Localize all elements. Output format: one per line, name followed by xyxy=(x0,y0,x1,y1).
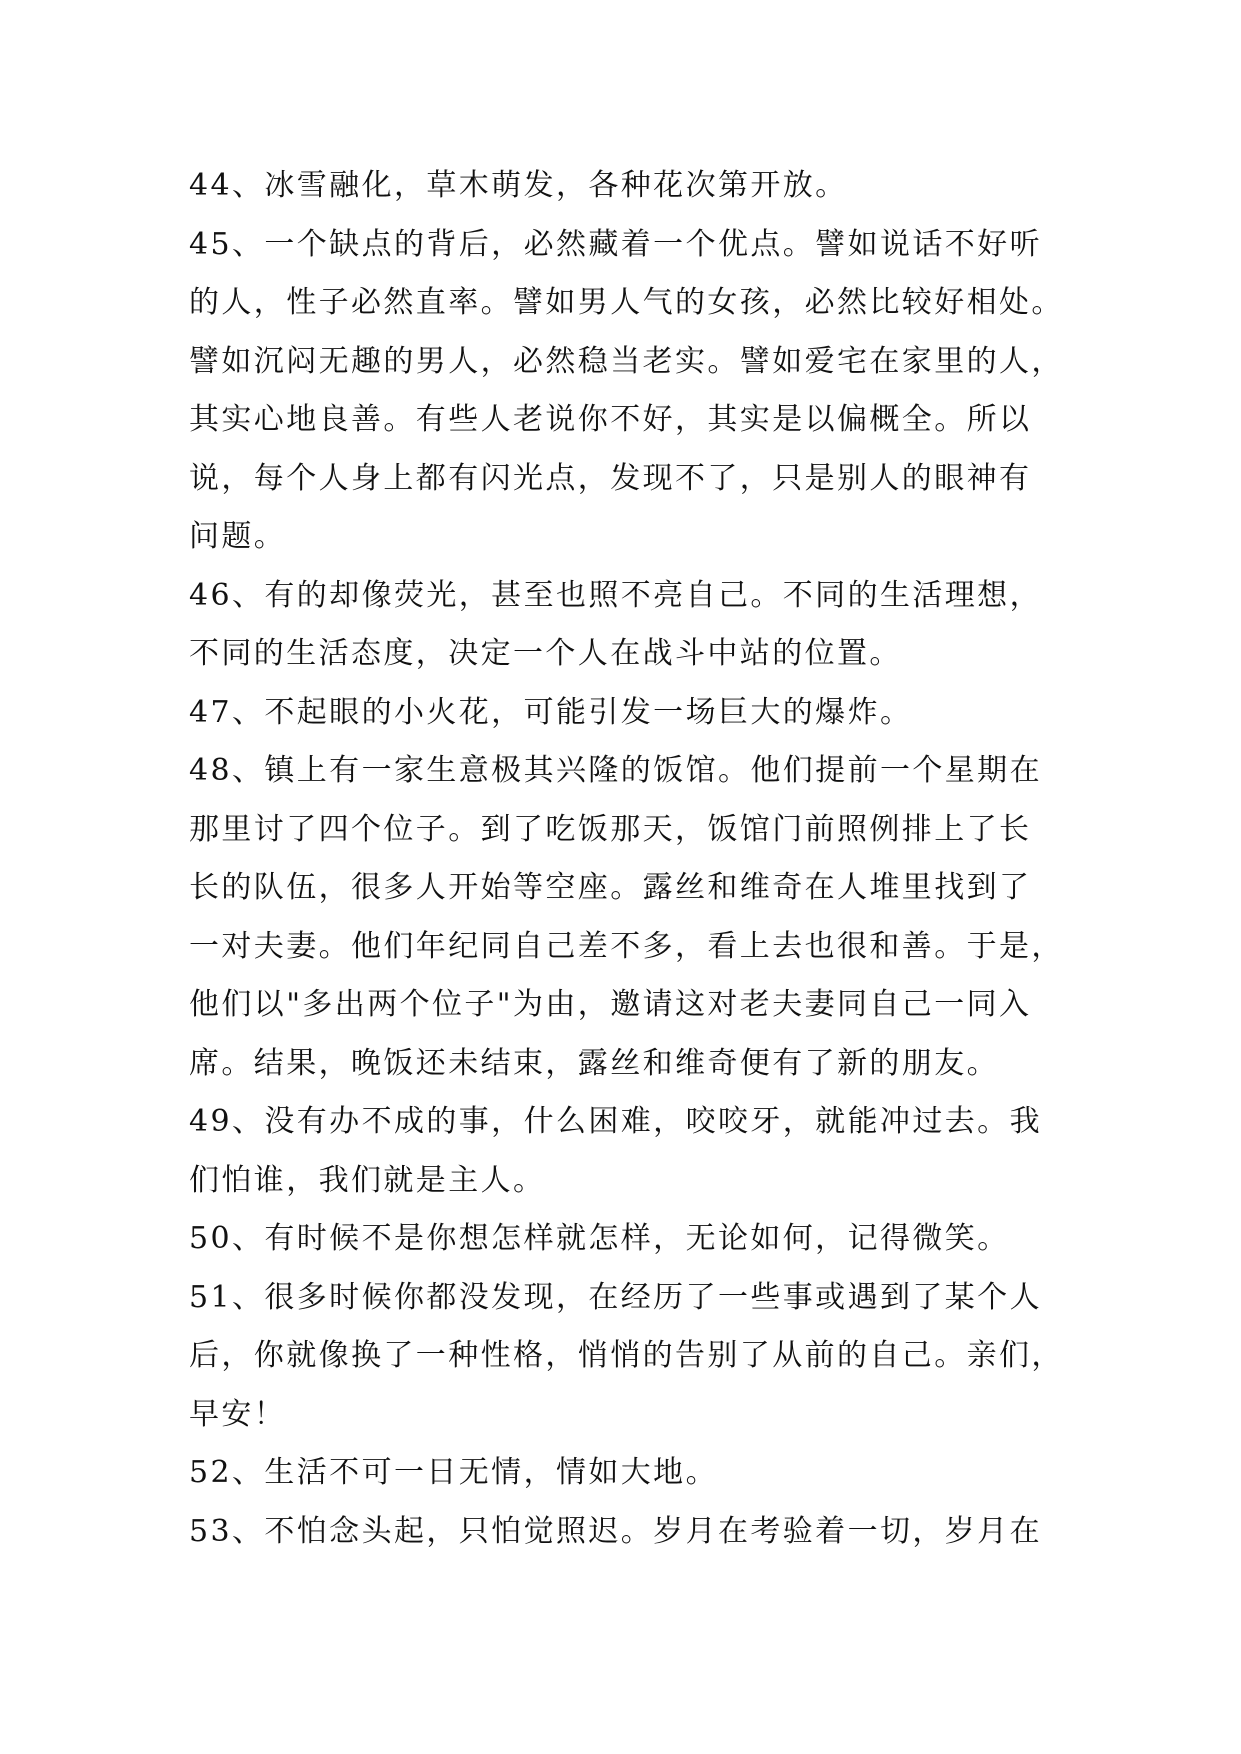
text-line: 48、镇上有一家生意极其兴隆的饭馆。他们提前一个星期在 xyxy=(189,753,1042,788)
text-line: 44、冰雪融化，草木萌发，各种花次第开放。 xyxy=(189,168,848,203)
text-line: 们怕谁，我们就是主人。 xyxy=(189,1162,546,1198)
text-line: 53、不怕念头起，只怕觉照迟。岁月在考验着一切，岁月在 xyxy=(189,1513,1042,1549)
text-line: 譬如沉闷无趣的男人，必然稳当老实。譬如爱宅在家里的人， xyxy=(189,343,1064,379)
text-line: 他们以"多出两个位子"为由，邀请这对老夫妻同自己一同入 xyxy=(189,987,1032,1022)
text-line: 46、有的却像荧光，甚至也照不亮自己。不同的生活理想， xyxy=(189,577,1042,613)
text-line: 50、有时候不是你想怎样就怎样，无论如何，记得微笑。 xyxy=(189,1221,1010,1256)
document-body xyxy=(189,157,1069,1561)
text-line: 51、很多时候你都没发现，在经历了一些事或遇到了某个人 xyxy=(189,1279,1042,1315)
text-line: 52、生活不可一日无情，情如大地。 xyxy=(189,1455,718,1490)
text-line: 不同的生活态度，决定一个人在战斗中站的位置。 xyxy=(189,636,902,671)
text-line: 后，你就像换了一种性格，悄悄的告别了从前的自己。亲们， xyxy=(189,1338,1064,1373)
text-line: 49、没有办不成的事，什么困难，咬咬牙，就能冲过去。我 xyxy=(189,1104,1042,1139)
text-line: 早安！ xyxy=(189,1396,287,1432)
text-line: 的人，性子必然直率。譬如男人气的女孩，必然比较好相处。 xyxy=(189,285,1064,320)
text-line: 其实心地良善。有些人老说你不好，其实是以偏概全。所以 xyxy=(189,402,1032,437)
text-line: 一对夫妻。他们年纪同自己差不多，看上去也很和善。于是， xyxy=(189,928,1064,964)
text-line: 长的队伍，很多人开始等空座。露丝和维奇在人堆里找到了 xyxy=(189,870,1032,905)
text-line: 47、不起眼的小火花，可能引发一场巨大的爆炸。 xyxy=(189,694,913,730)
text-line: 席。结果，晚饭还未结束，露丝和维奇便有了新的朋友。 xyxy=(189,1045,999,1081)
text-line: 那里讨了四个位子。到了吃饭那天，饭馆门前照例排上了长 xyxy=(189,811,1032,847)
text-line: 问题。 xyxy=(189,519,287,554)
text-line: 45、一个缺点的背后，必然藏着一个优点。譬如说话不好听 xyxy=(189,226,1042,262)
text-line: 说，每个人身上都有闪光点，发现不了，只是别人的眼神有 xyxy=(189,460,1032,496)
